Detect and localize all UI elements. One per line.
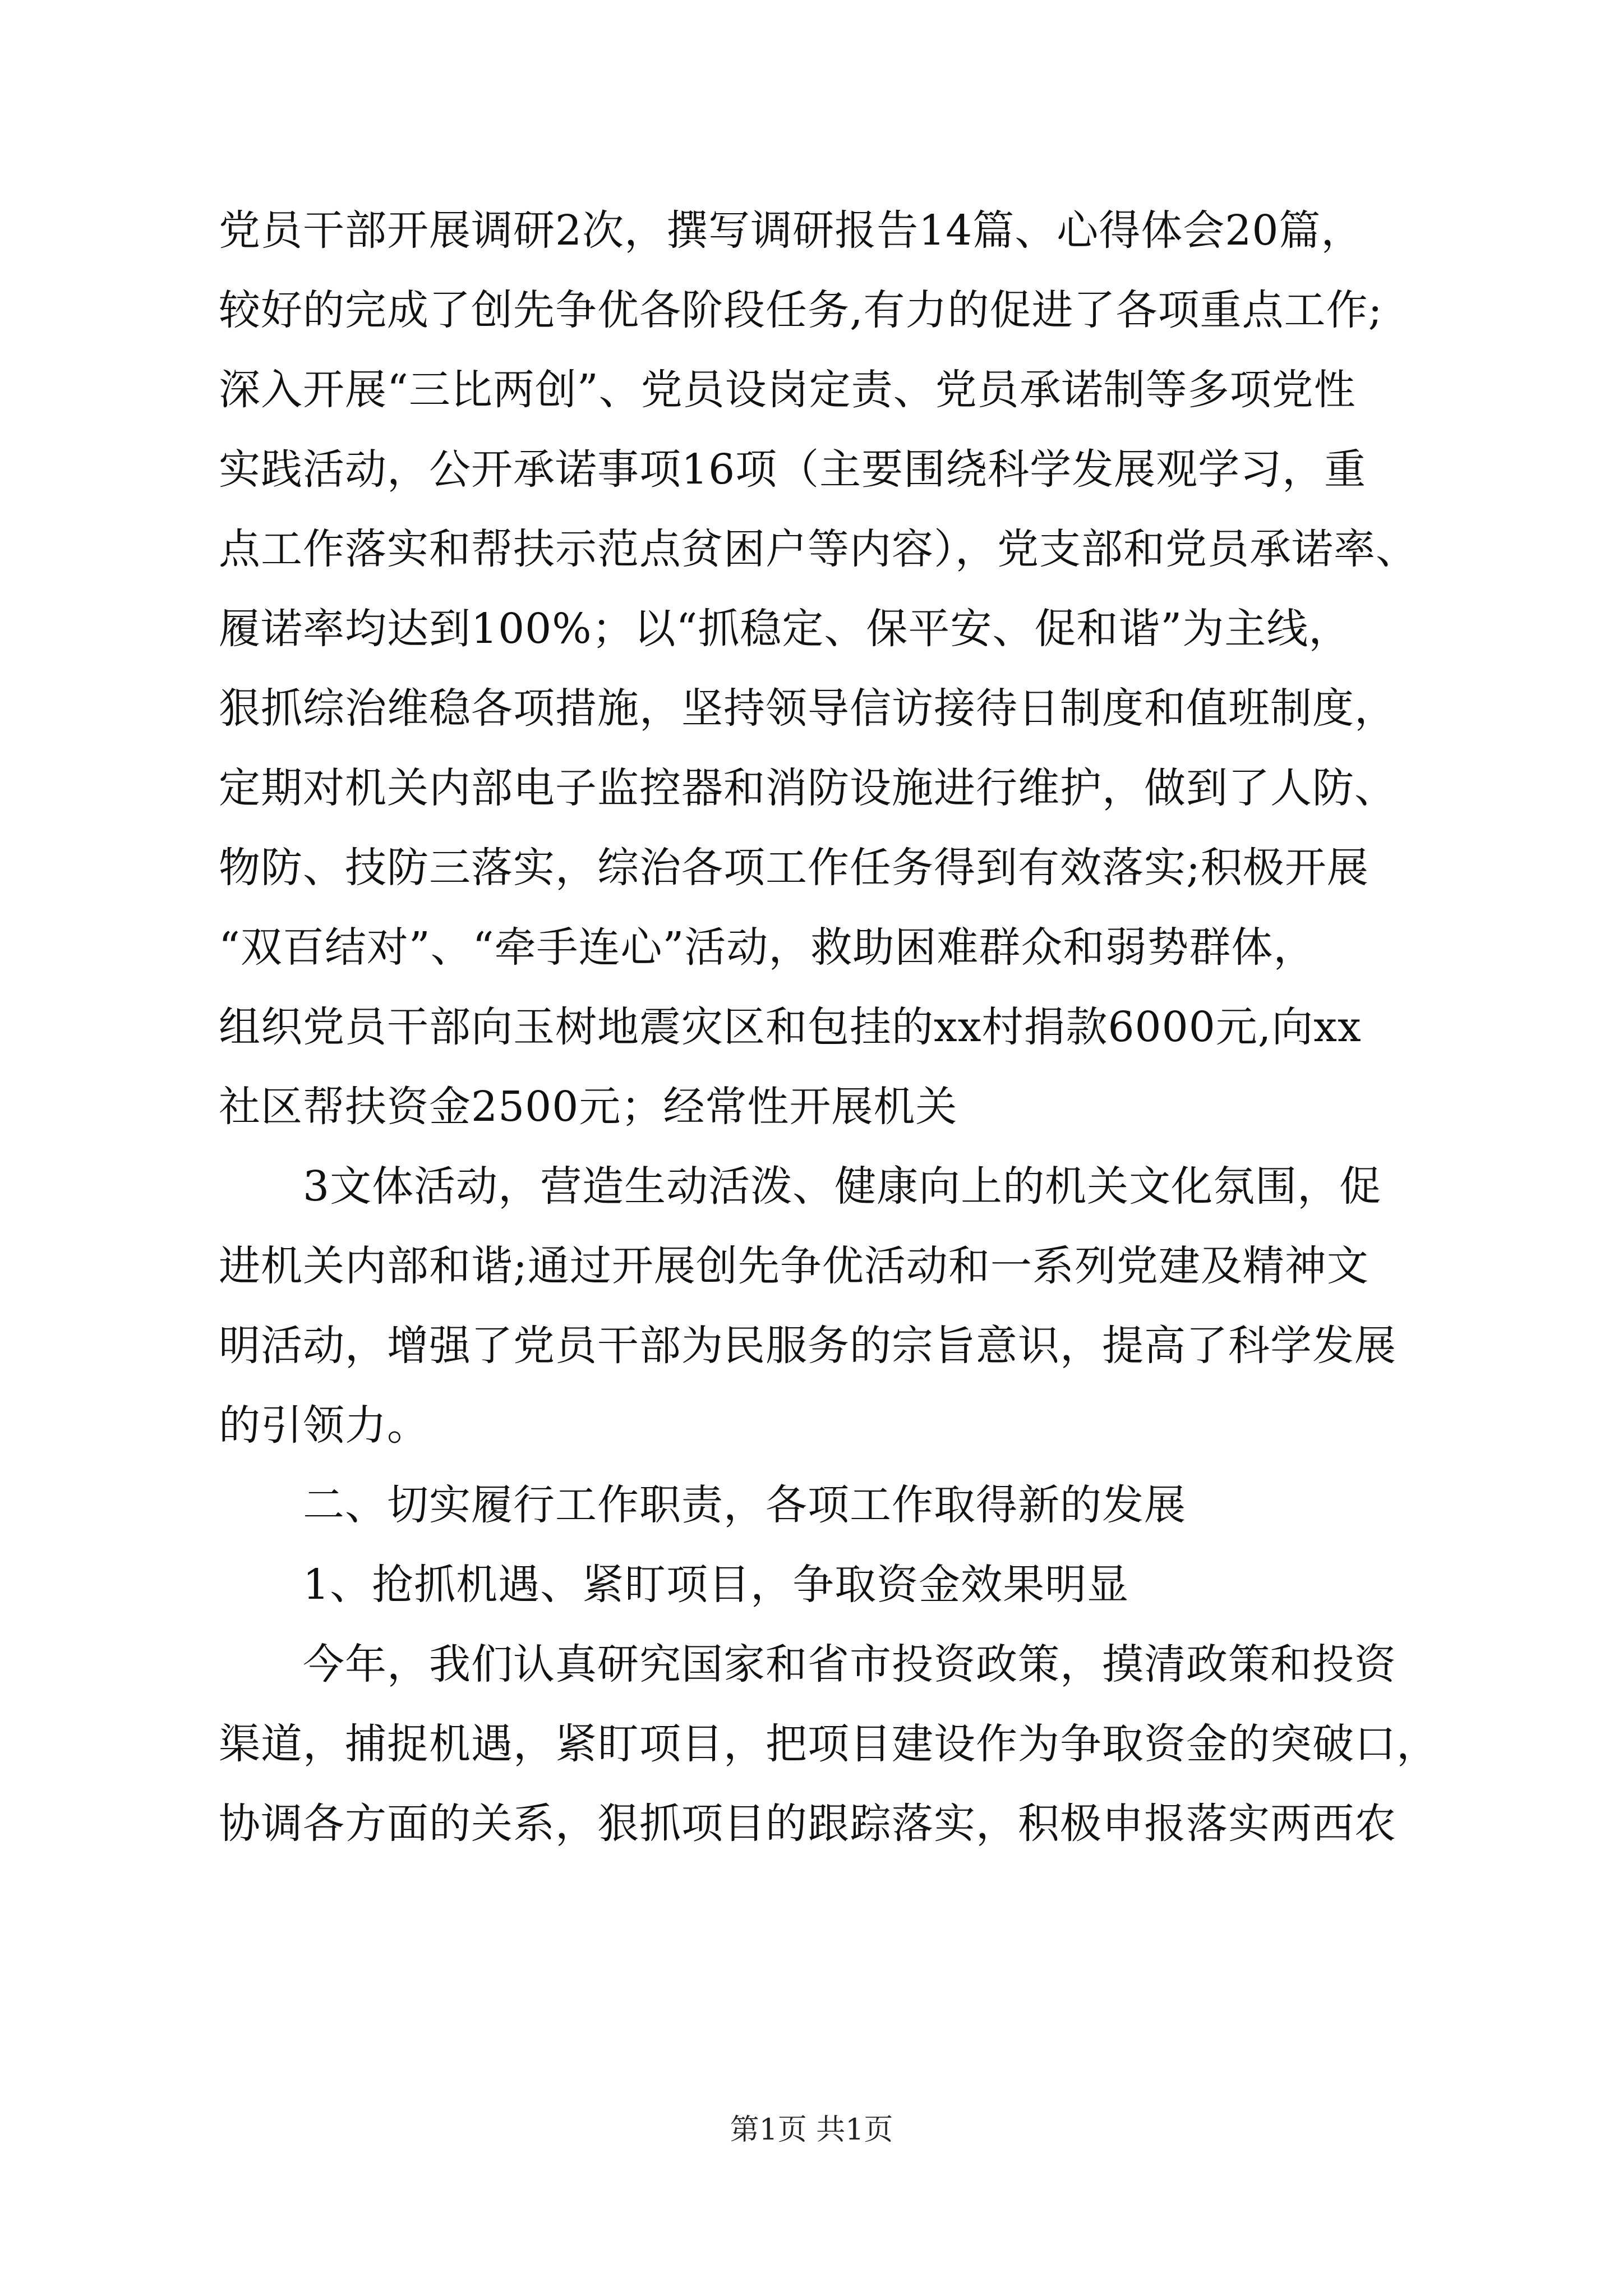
text-line: 点工作落实和帮扶示范点贫困户等内容），党支部和党员承诺率、 bbox=[219, 525, 1418, 573]
text-line: 协调各方面的关系，狠抓项目的跟踪落实，积极申报落实两西农 bbox=[219, 1800, 1396, 1848]
text-line: 组织党员干部向玉树地震灾区和包挂的xx村捐款6000元,向xx bbox=[219, 1003, 1362, 1051]
document-body bbox=[219, 191, 1441, 1864]
text-line: 定期对机关内部电子监控器和消防设施进行维护，做到了人防、 bbox=[219, 764, 1396, 812]
paragraph-first-line: 今年，我们认真研究国家和省市投资政策，摸清政策和投资 bbox=[303, 1640, 1396, 1688]
text-line: 物防、技防三落实，综治各项工作任务得到有效落实;积极开展 bbox=[219, 844, 1369, 892]
text-line: 渠道，捕捉机遇，紧盯项目，把项目建设作为争取资金的突破口， bbox=[219, 1720, 1438, 1768]
subsection-heading: 1、抢抓机遇、紧盯项目，争取资金效果明显 bbox=[303, 1561, 1129, 1609]
text-line: 履诺率均达到100%；以“抓稳定、保平安、促和谐”为主线， bbox=[219, 605, 1351, 653]
page-footer bbox=[0, 2110, 1623, 2150]
text-line: 较好的完成了创先争优各阶段任务,有力的促进了各项重点工作; bbox=[219, 286, 1383, 334]
text-line: 的引领力。 bbox=[219, 1401, 429, 1450]
text-line: 深入开展“三比两创”、党员设岗定责、党员承诺制等多项党性 bbox=[219, 366, 1356, 414]
text-line: 社区帮扶资金2500元；经常性开展机关 bbox=[219, 1083, 958, 1131]
text-line: 进机关内部和谐;通过开展创先争优活动和一系列党建及精神文 bbox=[219, 1242, 1369, 1290]
text-line: 实践活动，公开承诺事项16项（主要围绕科学发展观学习，重 bbox=[219, 445, 1367, 494]
text-line: 明活动，增强了党员干部为民服务的宗旨意识，提高了科学发展 bbox=[219, 1322, 1396, 1370]
page-number-label: 第1页 共1页 bbox=[730, 2113, 893, 2147]
paragraph-first-line: 3文体活动，营造生动活泼、健康向上的机关文化氛围，促 bbox=[303, 1162, 1382, 1211]
text-line: “双百结对”、“牵手连心”活动，救助困难群众和弱势群体， bbox=[219, 923, 1316, 972]
text-line: 狠抓综治维稳各项措施，坚持领导信访接待日制度和值班制度， bbox=[219, 684, 1396, 733]
text-line: 党员干部开展调研2次，撰写调研报告14篇、心得体会20篇， bbox=[219, 206, 1363, 255]
section-heading: 二、切实履行工作职责，各项工作取得新的发展 bbox=[303, 1481, 1186, 1529]
